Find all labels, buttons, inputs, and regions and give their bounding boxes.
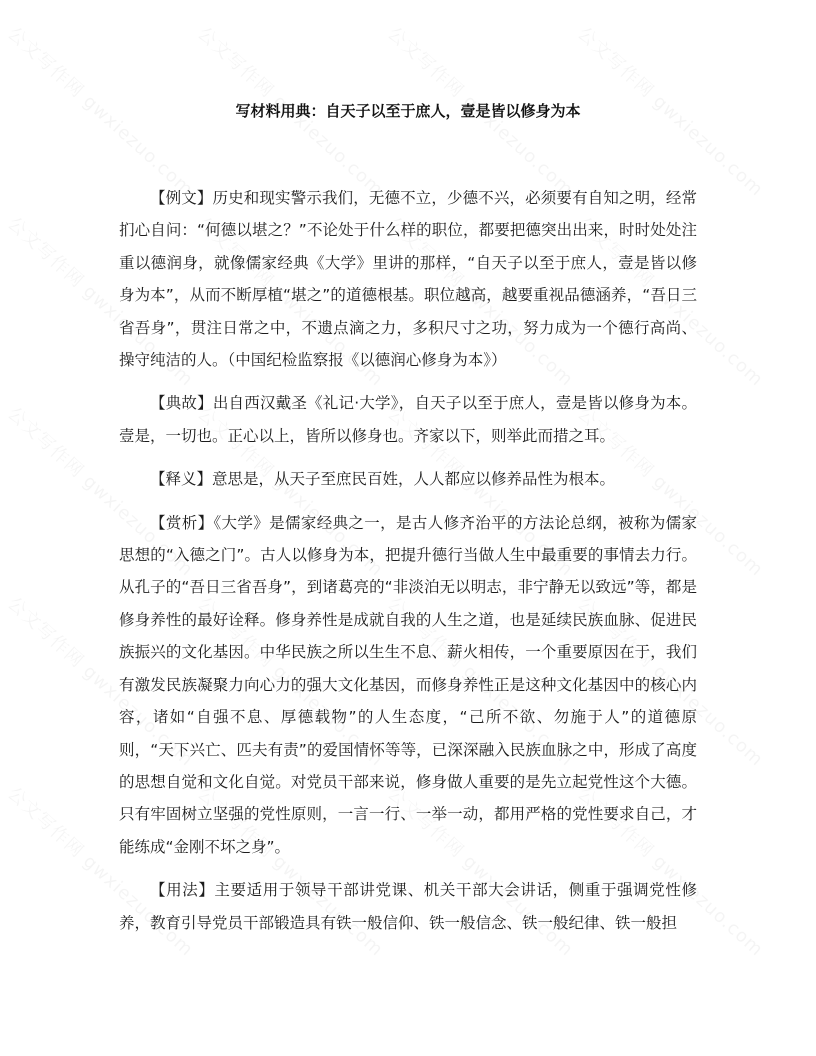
- paragraph-example: 【例文】历史和现实警示我们，无德不立，少德不兴，必须要有自知之明，经常扪心自问：“何德以堪之？”不论处于什么样的职位，都要把德突出出来，时时处处注重以德润身，就像儒家经典《大学》里讲的那样，“自天子以至于庶人，壹是皆以修身为本”，从而不断厚植“堪之”的道德根基。职位越高，越要重视品德涵养，“吾日三省吾身”，贯注日常之中，不遗点滴之力，多积尺寸之功，努力成为一个德行高尚、操守纯洁的人。（中国纪检监察报《以德润心修身为本》）: [119, 189, 697, 370]
- document-title: 写材料用典：自天子以至于庶人，壹是皆以修身为本: [235, 102, 581, 120]
- paragraph-meaning: 【释义】意思是，从天子至庶民百姓，人人都应以修养品性为根本。: [150, 470, 616, 489]
- paragraph-appreciation: 【赏析】《大学》是儒家经典之一，是古人修齐治平的方法论总纲，被称为儒家思想的“入德之门”。古人以修身为本，把提升德行当做人生中最重要的事情去力行。从孔子的“吾日三省吾身”，到诸葛亮的“非淡泊无以明志，非宁静无以致远”等，都是修身养性的最好诠释。修身养性是成就自我的人生之道，也是延续民族血脉、促进民族振兴的文化基因。中华民族之所以生生不息、薪火相传，一个重要原因在于，我们有激发民族凝聚力向心力的强大文化基因，而修身养性正是这种文化基因中的核心内容，诸如“自强不息、厚德载物”的人生态度，“己所不欲、勿施于人”的道德原则，“天下兴亡、匹夫有责”的爱国情怀等等，已深深融入民族血脉之中，形成了高度的思想自觉和文化自觉。对党员干部来说，修身做人重要的是先立起党性这个大德。只有牢固树立坚强的党性原则，一言一行、一举一动，都用严格的党性要求自己，才能练成“金刚不坏之身”。: [119, 513, 697, 856]
- document-body: [119, 182, 697, 950]
- paragraph-allusion: 【典故】出自西汉戴圣《礼记·大学》，自天子以至于庶人，壹是皆以修身为本。壹是，一切也。正心以上，皆所以修身也。齐家以下，则举此而措之耳。: [119, 394, 697, 445]
- paragraph-usage: 【用法】主要适用于领导干部讲党课、机关干部大会讲话，侧重于强调党性修养，教育引导党员干部锻造具有铁一般信仰、铁一般信念、铁一般纪律、铁一般担: [119, 881, 697, 932]
